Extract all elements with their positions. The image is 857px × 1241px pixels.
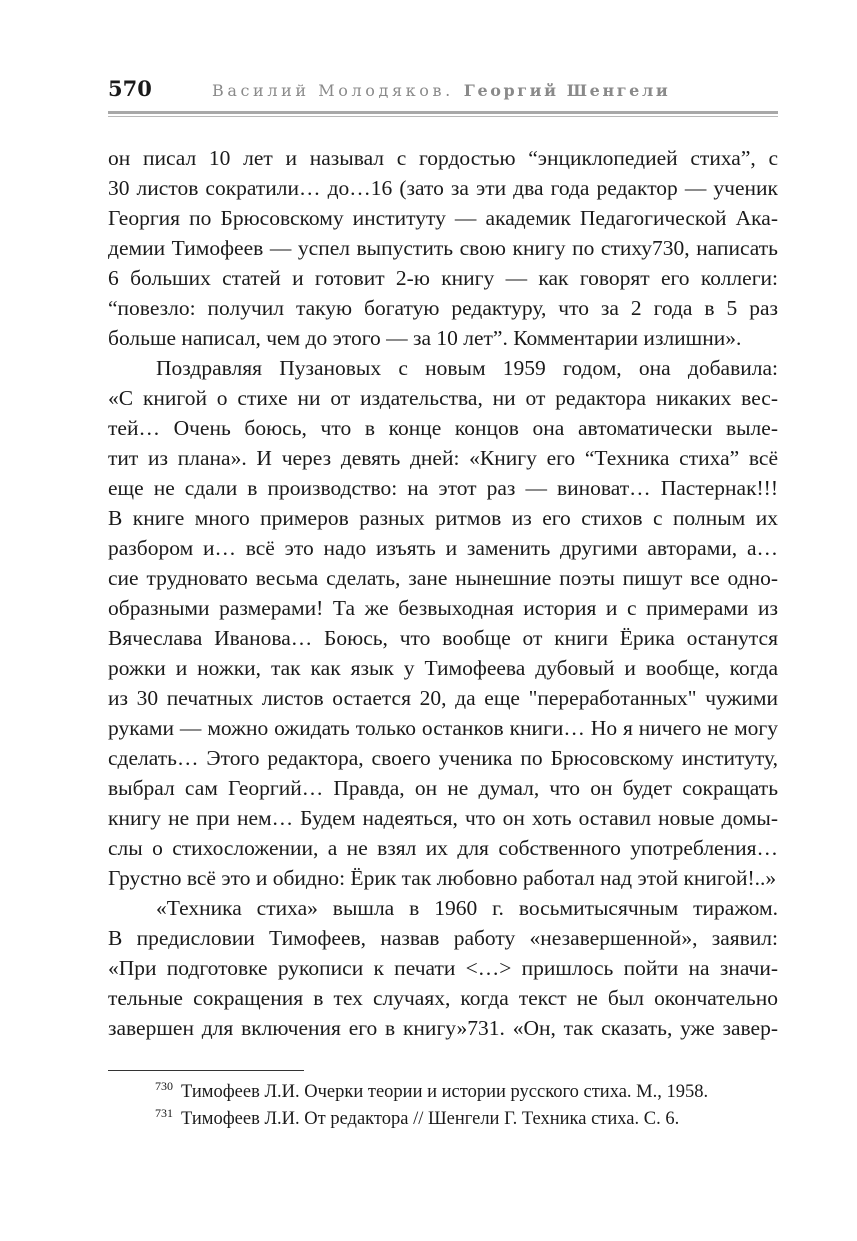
header-rule [108,111,778,114]
text-line: разбором и… всё это надо изъять и заменить другими авторами, а… [108,536,778,560]
text-line: «Техника стиха» вышла в 1960 г. восьмитысячным тиражом. [156,896,778,920]
text-line: В предисловии Тимофеев, назвав работу «незавершенной», заявил: [108,926,778,950]
footnote-731 [155,1106,775,1133]
running-head [108,76,778,106]
text-line: сие трудновато весьма сделать, зане нынешние поэты пишут все одно- [108,566,778,590]
text-line: руками — можно ожидать только останков книги… Но я ничего не могу [108,716,778,740]
text-line: тельные сокращения в тех случаях, когда текст не был окончательно [108,986,778,1010]
text-line: «С книгой о стихе ни от издательства, ни от редактора никаких вес- [108,386,778,410]
text-line: демии Тимофеев — успел выпустить свою книгу по стиху730, написать [108,236,778,260]
text-line: он писал 10 лет и называл с гордостью “энциклопедией стиха”, с [108,146,778,170]
text-line: тей… Очень боюсь, что в конце концов она автоматически выле- [108,416,778,440]
text-line: “повезло: получил такую богатую редактуру, что за 2 года в 5 раз [108,296,778,320]
footnotes [155,1079,775,1133]
footnote-number: 730 [155,1078,173,1093]
text-line: Вячеслава Иванова… Боюсь, что вообще от книги Ёрика останутся [108,626,778,650]
text-line: сделать… Этого редактора, своего ученика по Брюсовскому институту, [108,746,778,770]
text-line: еще не сдали в производство: на этот раз — виноват… Пастернак!!! [108,476,778,500]
body-text [108,143,778,1043]
text-line: «При подготовке рукописи к печати <…> пришлось пойти на значи- [108,956,778,980]
running-head-title: Георгий Шенгели [463,81,671,100]
text-line: из 30 печатных листов остается 20, да еще "переработанных" чужими [108,686,778,710]
text-line: больше написал, чем до этого — за 10 лет”. Комментарии излишни». [108,326,742,350]
text-line: книгу не при нем… Будем надеяться, что он хоть оставил новые домы- [108,806,778,830]
text-line: выбрал сам Георгий… Правда, он не думал, что он будет сокращать [108,776,778,800]
footnote-text: Тимофеев Л.И. Очерки теории и истории русского стиха. М., 1958. [181,1082,709,1102]
page-number: 570 [108,76,152,101]
text-line: слы о стихосложении, а не взял их для собственного употребления… [108,836,778,860]
text-line: рожки и ножки, так как язык у Тимофеева дубовый и вообще, когда [108,656,778,680]
running-head-author: Василий Молодяков. [212,81,454,100]
footnote-text: Тимофеев Л.И. От редактора // Шенгели Г. Техника стиха. С. 6. [181,1109,680,1129]
footnote-730 [155,1079,775,1106]
text-line: В книге много примеров разных ритмов из его стихов с полным их [108,506,778,530]
text-line: тит из плана». И через девять дней: «Книгу его “Техника стиха” всё [108,446,778,470]
header-rule-thin [108,116,778,117]
text-line: завершен для включения его в книгу»731. «Он, так сказать, уже завер- [108,1016,778,1040]
text-line: Георгия по Брюсовскому институту — академик Педагогической Ака- [108,206,778,230]
text-line: 6 больших статей и готовит 2-ю книгу — как говорят его коллеги: [108,266,778,290]
text-line: Грустно всё это и обидно: Ёрик так любовно работал над этой книгой!..» [108,866,777,890]
text-line: образными размерами! Та же безвыходная история и с примерами из [108,596,778,620]
text-line: 30 листов сократили… до…16 (зато за эти два года редактор — ученик [108,176,778,200]
footnote-rule [108,1070,304,1071]
text-line: Поздравляя Пузановых с новым 1959 годом, она добавила: [156,356,778,380]
footnote-number: 731 [155,1105,173,1120]
